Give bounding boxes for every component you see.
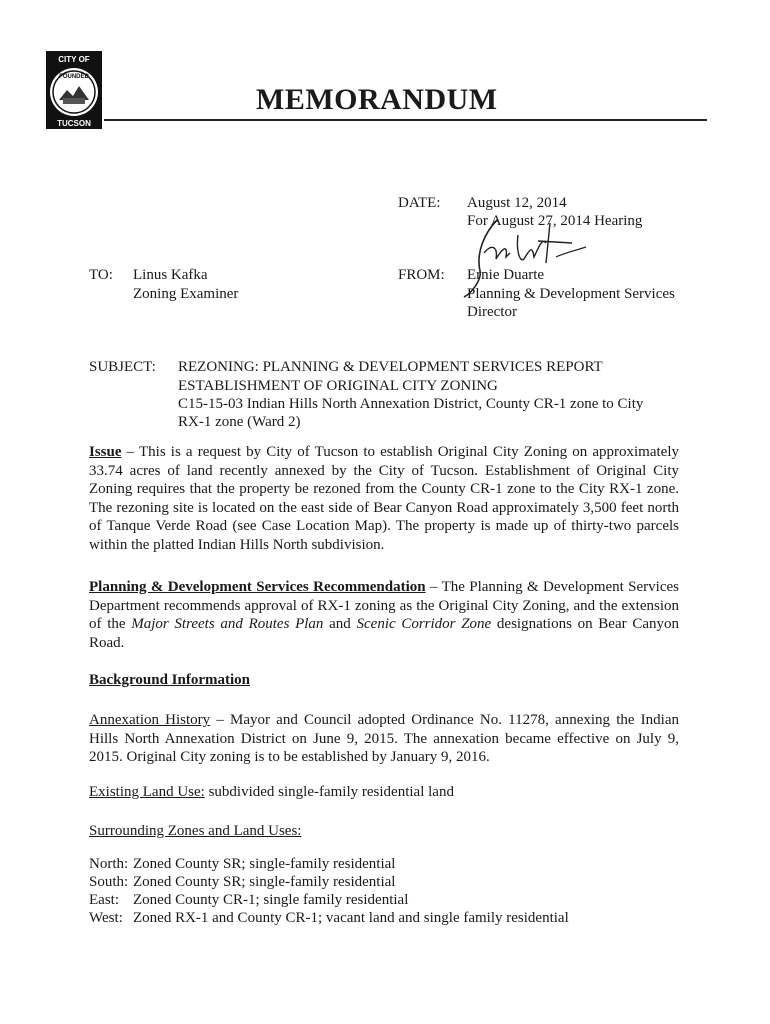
subject-line-4: RX-1 zone (Ward 2) — [178, 414, 301, 430]
subject-line-2: ESTABLISHMENT OF ORIGINAL CITY ZONING — [178, 378, 498, 394]
from-title-line-1: Planning & Development Services — [467, 286, 675, 302]
scenic-corridor-zone: Scenic Corridor Zone — [356, 616, 492, 633]
surrounding-list — [89, 855, 569, 927]
seal-middle-text: FOUNDED — [59, 74, 89, 80]
existing-land-use — [89, 783, 454, 801]
to-title: Zoning Examiner — [133, 286, 239, 302]
recommendation-body-2: and — [323, 616, 357, 633]
date-value: August 12, 2014 — [467, 195, 567, 211]
surrounding-dir: North: — [89, 856, 129, 872]
from-name: Ernie Duarte — [467, 267, 545, 283]
major-streets-plan: Major Streets and Routes Plan — [131, 616, 324, 633]
recommendation-heading: Planning & Development Services Recommendation — [89, 579, 426, 595]
surrounding-text: Zoned County SR; single-family residential — [133, 874, 396, 890]
surrounding-text: Zoned RX-1 and County CR-1; vacant land and single family residential — [133, 910, 569, 926]
issue-body: This is a request by City of Tucson to establish Original City Zoning on approximately 33.74 acres of land recently annexed by the City of Tucson. Establishment of Original City Zoning requires that the property be rezoned from the County CR-1 zone to the City RX-1 zone. The rezoning site is located on the east side of Bear Canyon Road approximately 3,500 feet north of Tanque Verde Road (see Case Location Map). The property is made up of thirty-two parcels within the platted Indian Hills North subdivision. — [89, 444, 680, 553]
header-rule — [104, 119, 707, 121]
seal-top-text: CITY OF — [58, 55, 90, 64]
annexation-dash: – — [210, 712, 230, 728]
annexation-body: Mayor and Council adopted Ordinance No. 11278, annexing the Indian Hills North Annexation District on June 9, 2015. The annexation became effective on July 9, 2015. Original City zoning is to be established by January 9, 2016. — [89, 712, 680, 766]
recommendation-body-1: The Planning & Development Services Department recommends approval of RX-1 zoning as the Original City Zoning, and the extension of the — [89, 579, 679, 633]
existing-land-use-heading: Existing Land Use: — [89, 784, 205, 800]
subject-label: SUBJECT: — [89, 359, 156, 375]
annexation-heading: Annexation History — [89, 712, 211, 728]
existing-land-use-body: subdivided single-family residential land — [204, 784, 454, 800]
to-label: TO: — [89, 267, 113, 283]
background-heading: Background Information — [89, 672, 251, 688]
seal-bottom-text: TUCSON — [57, 119, 91, 128]
recommendation-body-3: designations on Bear Canyon Road. — [89, 616, 679, 651]
annexation-paragraph — [89, 711, 679, 767]
surrounding-row-east — [89, 891, 569, 909]
hearing-date: For August 27, 2014 Hearing — [467, 213, 643, 229]
surrounding-row-west — [89, 909, 569, 927]
surrounding-dir: East: — [89, 892, 119, 908]
subject-line-3: C15-15-03 Indian Hills North Annexation District, County CR-1 zone to City — [178, 396, 644, 412]
surrounding-text: Zoned County SR; single-family residential — [133, 856, 396, 872]
from-label: FROM: — [398, 267, 445, 283]
recommendation-paragraph — [89, 578, 679, 652]
surrounding-text: Zoned County CR-1; single family residential — [133, 892, 409, 908]
date-label: DATE: — [398, 195, 441, 211]
surrounding-row-north — [89, 855, 569, 873]
surrounding-dir: South: — [89, 874, 129, 890]
surrounding-row-south — [89, 873, 569, 891]
subject-line-1: REZONING: PLANNING & DEVELOPMENT SERVICES REPORT — [178, 359, 603, 375]
recommendation-dash: – — [425, 579, 442, 595]
surrounding-dir: West: — [89, 910, 123, 926]
city-seal — [45, 50, 103, 130]
from-title-line-2: Director — [467, 304, 517, 320]
issue-dash: – — [121, 444, 139, 460]
issue-heading: Issue — [89, 444, 122, 460]
memo-title: MEMORANDUM — [256, 83, 498, 116]
to-name: Linus Kafka — [133, 267, 208, 283]
issue-paragraph — [89, 443, 679, 555]
surrounding-heading: Surrounding Zones and Land Uses: — [89, 823, 302, 839]
